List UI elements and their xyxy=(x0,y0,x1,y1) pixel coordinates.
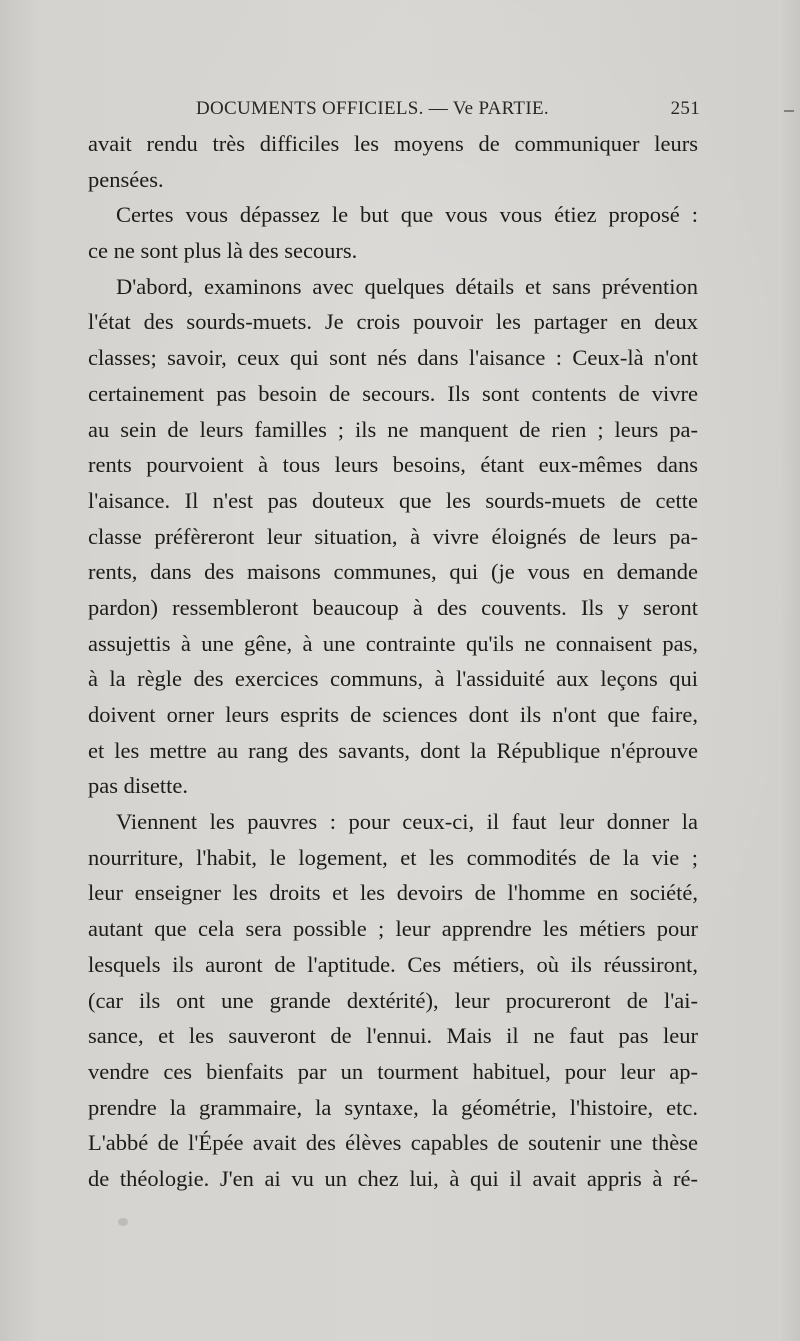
text-line: vendre ces bienfaits par un tourment habituel, pour leur ap- xyxy=(88,1058,698,1084)
text-line: de théologie. J'en ai vu un chez lui, à qui il avait appris à ré- xyxy=(88,1165,698,1191)
page-number: 251 xyxy=(670,98,700,119)
body-text xyxy=(88,126,698,1197)
text-line: et les mettre au rang des savants, dont la République n'éprouve xyxy=(88,737,698,763)
text-line: ce ne sont plus là des secours. xyxy=(88,238,358,264)
page-edge-mark xyxy=(784,110,794,112)
text-line: assujettis à une gêne, à une contrainte qu'ils ne connaisent pas, xyxy=(88,630,698,656)
text-line: pas disette. xyxy=(88,773,188,799)
running-title: DOCUMENTS OFFICIELS. — Ve PARTIE. xyxy=(196,98,549,119)
text-line: (car ils ont une grande dextérité), leur procureront de l'ai- xyxy=(88,987,698,1013)
text-line: sance, et les sauveront de l'ennui. Mais il ne faut pas leur xyxy=(88,1023,698,1049)
text-line: Certes vous dépassez le but que vous vous étiez proposé : xyxy=(116,202,698,228)
text-line: nourriture, l'habit, le logement, et les commodités de la vie ; xyxy=(88,844,698,870)
paper-smudge xyxy=(118,1218,128,1226)
text-line: pensées. xyxy=(88,166,164,192)
text-line: rents, dans des maisons communes, qui (je vous en demande xyxy=(88,559,698,585)
page-header xyxy=(196,98,700,128)
text-line: classes; savoir, ceux qui sont nés dans l'aisance : Ceux-là n'ont xyxy=(88,345,698,371)
text-line: pardon) ressembleront beaucoup à des couvents. Ils y seront xyxy=(88,594,698,620)
text-line: à la règle des exercices communs, à l'assiduité aux leçons qui xyxy=(88,666,698,692)
text-line: leur enseigner les droits et les devoirs de l'homme en société, xyxy=(88,880,698,906)
text-line: L'abbé de l'Épée avait des élèves capables de soutenir une thèse xyxy=(88,1130,698,1156)
text-line: autant que cela sera possible ; leur apprendre les métiers pour xyxy=(88,916,698,942)
text-line: classe préfèreront leur situation, à vivre éloignés de leurs pa- xyxy=(88,523,698,549)
text-line: prendre la grammaire, la syntaxe, la géométrie, l'histoire, etc. xyxy=(88,1094,698,1120)
text-line: l'aisance. Il n'est pas douteux que les sourds-muets de cette xyxy=(88,487,698,513)
text-line: doivent orner leurs esprits de sciences dont ils n'ont que faire, xyxy=(88,702,698,727)
text-line: lesquels ils auront de l'aptitude. Ces métiers, où ils réussiront, xyxy=(88,951,698,977)
text-line: certainement pas besoin de secours. Ils sont contents de vivre xyxy=(88,380,698,406)
text-line: D'abord, examinons avec quelques détails et sans prévention xyxy=(116,273,698,299)
text-line: au sein de leurs familles ; ils ne manquent de rien ; leurs pa- xyxy=(88,416,698,442)
text-line: avait rendu très difficiles les moyens de communiquer leurs xyxy=(88,131,698,156)
text-line: rents pourvoient à tous leurs besoins, étant eux-mêmes dans xyxy=(88,452,698,478)
text-line: Viennent les pauvres : pour ceux-ci, il faut leur donner la xyxy=(116,809,698,835)
text-line: l'état des sourds-muets. Je crois pouvoir les partager en deux xyxy=(88,309,698,335)
